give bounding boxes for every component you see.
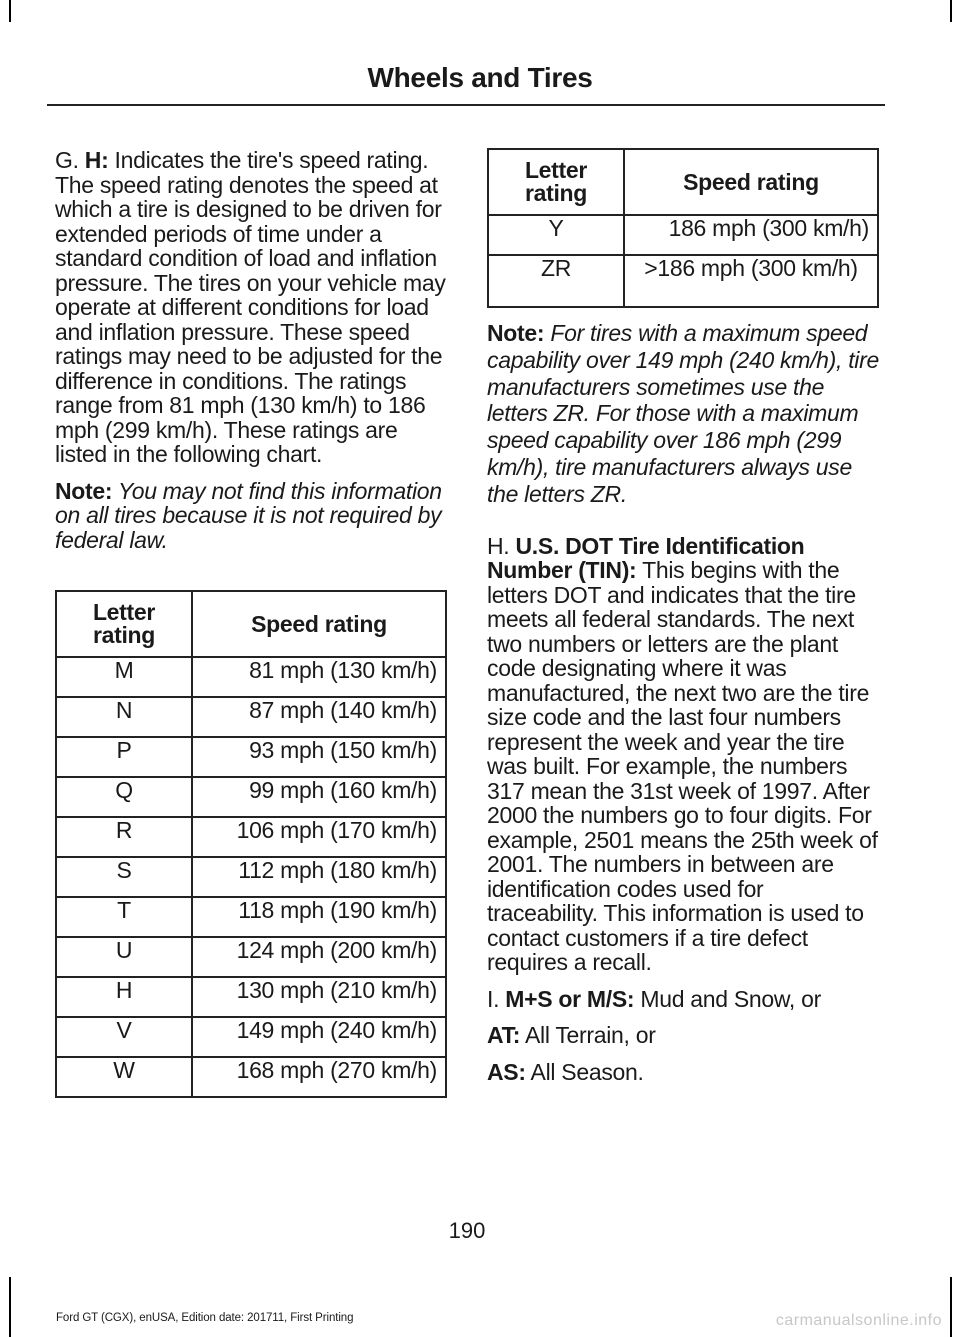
letter-cell: H — [56, 977, 192, 1017]
speed-cell: 186 mph (300 km/h) — [624, 215, 878, 255]
table-row — [56, 1057, 446, 1097]
crop-mark-top-right — [950, 0, 952, 22]
table-row — [56, 857, 446, 897]
letter-cell: U — [56, 937, 192, 977]
speed-cell: >186 mph (300 km/h) — [624, 255, 878, 307]
table-row — [56, 657, 446, 697]
speed-cell: 99 mph (160 km/h) — [192, 777, 446, 817]
letter-cell: S — [56, 857, 192, 897]
letter-cell: Q — [56, 777, 192, 817]
column-header-letter: Letter rating — [56, 591, 192, 657]
table-row — [56, 697, 446, 737]
letter-cell: V — [56, 1017, 192, 1057]
all-season-paragraph — [487, 1060, 879, 1085]
item-text: Mud and Snow, or — [634, 985, 821, 1012]
table-header-row — [488, 149, 878, 215]
left-column — [55, 148, 447, 1098]
letter-cell: R — [56, 817, 192, 857]
table-row — [56, 1017, 446, 1057]
right-column — [487, 148, 879, 1096]
speed-rating-table-continued — [487, 148, 879, 308]
item-prefix: I. — [487, 985, 506, 1012]
item-prefix: G. — [55, 147, 85, 173]
note-paragraph-zr — [487, 320, 879, 508]
speed-cell: 118 mph (190 km/h) — [192, 897, 446, 937]
column-header-letter: Letter rating — [488, 149, 624, 215]
note-text: For tires with a maximum speed capability over 149 mph (240 km/h), tire manufacturers sometimes use the letters ZR. For those with a maximum speed capability over 186 mph (299 km/h), tire manufacturers always use the letters ZR. — [487, 320, 879, 507]
item-label: AS: — [487, 1058, 526, 1085]
speed-rating-paragraph — [55, 148, 447, 467]
item-text: Indicates the tire's speed rating. The speed rating denotes the speed at which a tire is designed to be driven for extended periods of time under a standard condition of load and inflation pressure. The tires on your vehicle may operate at different conditions for load and inflation pressure. These speed ratings may need to be adjusted for the difference in conditions. The ratings range from 81 mph (130 km/h) to 186 mph (299 km/h). These ratings are listed in the following chart. — [55, 147, 446, 467]
letter-cell: P — [56, 737, 192, 777]
speed-cell: 106 mph (170 km/h) — [192, 817, 446, 857]
speed-cell: 168 mph (270 km/h) — [192, 1057, 446, 1097]
speed-cell: 93 mph (150 km/h) — [192, 737, 446, 777]
crop-mark-bottom-right — [950, 1277, 952, 1337]
letter-cell: N — [56, 697, 192, 737]
header-divider — [47, 104, 885, 106]
item-label: H: — [84, 147, 109, 173]
item-label: M+S or M/S: — [505, 985, 635, 1012]
page-title: Wheels and Tires — [367, 62, 593, 93]
speed-rating-table — [55, 590, 447, 1098]
table-row — [56, 977, 446, 1017]
item-label: AT: — [487, 1022, 521, 1049]
crop-mark-top-left — [9, 0, 11, 22]
note-label: Note: — [55, 477, 113, 504]
item-prefix: H. — [487, 532, 516, 559]
speed-cell: 130 mph (210 km/h) — [192, 977, 446, 1017]
item-text: All Season. — [525, 1058, 644, 1085]
note-label: Note: — [487, 320, 545, 346]
speed-cell: 87 mph (140 km/h) — [192, 697, 446, 737]
column-header-speed: Speed rating — [624, 149, 878, 215]
tin-paragraph — [487, 534, 879, 975]
item-text: All Terrain, or — [520, 1022, 656, 1049]
letter-cell: W — [56, 1057, 192, 1097]
letter-cell: T — [56, 897, 192, 937]
column-header-speed: Speed rating — [192, 591, 446, 657]
table-row — [488, 215, 878, 255]
crop-mark-bottom-left — [9, 1277, 11, 1337]
note-paragraph — [55, 479, 447, 553]
table-row — [56, 937, 446, 977]
table-row — [56, 777, 446, 817]
speed-cell: 149 mph (240 km/h) — [192, 1017, 446, 1057]
letter-cell: ZR — [488, 255, 624, 307]
letter-cell: M — [56, 657, 192, 697]
all-terrain-paragraph — [487, 1023, 879, 1048]
table-row — [56, 737, 446, 777]
table-row — [56, 817, 446, 857]
page-number: 190 — [448, 1218, 486, 1243]
table-header-row — [56, 591, 446, 657]
footer-edition-info: Ford GT (CGX), enUSA, Edition date: 201711, First Printing — [56, 1312, 354, 1324]
watermark: carmanualsonline.info — [775, 1312, 942, 1329]
speed-cell: 112 mph (180 km/h) — [192, 857, 446, 897]
table-row — [488, 255, 878, 307]
table-row — [56, 897, 446, 937]
speed-cell: 81 mph (130 km/h) — [192, 657, 446, 697]
speed-cell: 124 mph (200 km/h) — [192, 937, 446, 977]
item-label: U.S. DOT Tire Identification Number (TIN): — [487, 532, 805, 584]
mud-snow-paragraph — [487, 987, 879, 1012]
letter-cell: Y — [488, 215, 624, 255]
item-text: This begins with the letters DOT and indicates that the tire meets all federal standards. The next two numbers or letters are the plant code designating where it was manufactured, the next two are the tire size code and the last four numbers represent the week and year the tire was built. For example, the numbers 317 mean the 31st week of 1997. After 2000 the numbers go to four digits. For example, 2501 means the 25th week of 2001. The numbers in between are identification codes used for traceability. This information is used to contact customers if a tire defect requires a recall. — [487, 557, 878, 976]
note-text: You may not find this information on all tires because it is not required by federal law. — [55, 477, 442, 553]
